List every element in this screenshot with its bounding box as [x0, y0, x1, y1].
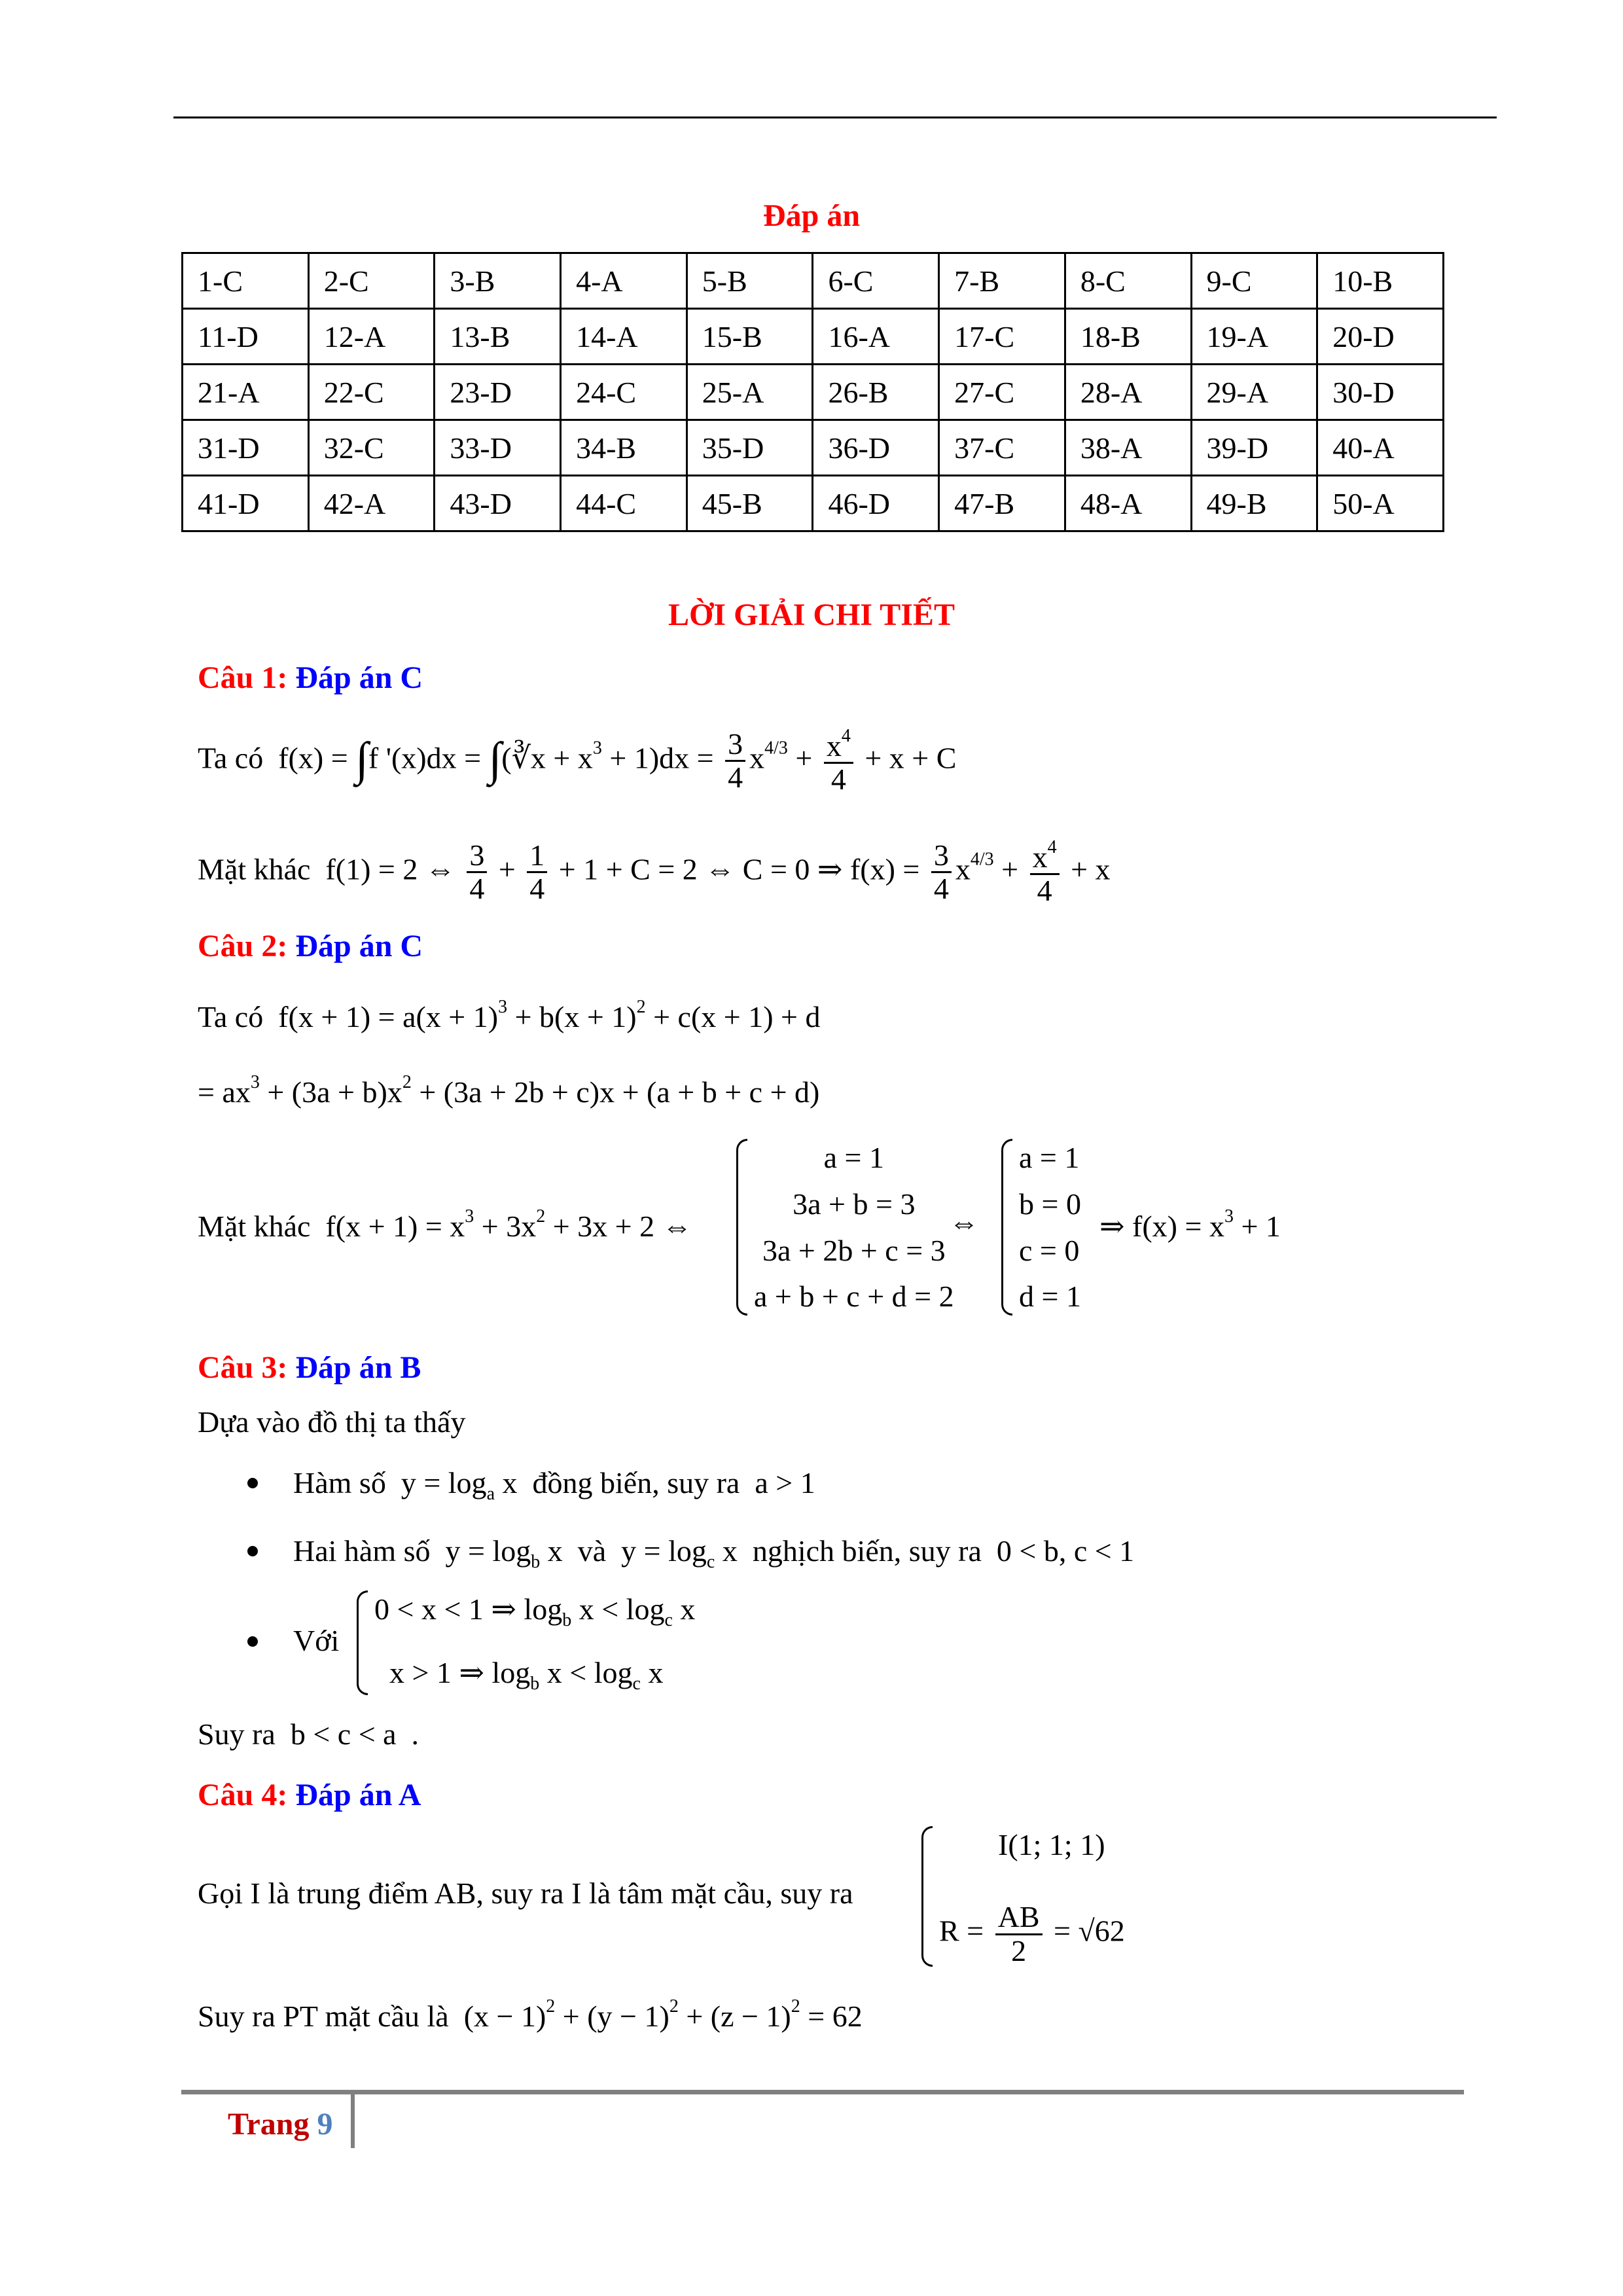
- q1-line2: Mặt khác f(1) = 2 ⇔ $\frac{3}{4}$ + $\frac{1}{4}$ + 1 + C = 2 ⇔ C = 0 ⇒ f(x) = $\frac{3}{4}$ $x^{4/3}$ + $\frac{x^4}{4}$ + x: [198, 837, 1111, 908]
- answer-cell: 49-B: [1191, 476, 1317, 531]
- equation-row: c = 0: [1019, 1233, 1080, 1267]
- answer-cell: 31-D: [183, 420, 309, 476]
- answer-cell: 42-A: [308, 476, 435, 531]
- equation-row: a = 1: [1019, 1141, 1080, 1174]
- answer-cell: 18-B: [1065, 309, 1191, 365]
- q2-system1: [736, 1139, 954, 1316]
- q4-system: I(1; 1; 1) R = $\frac{AB}{2}$ = √62: [921, 1826, 1125, 1967]
- q4-line1: Gọi I là trung điểm AB, suy ra I là tâm mặt cầu, suy ra: [198, 1876, 853, 1910]
- equation-row: a = 1: [823, 1141, 884, 1174]
- answer-cell: 45-B: [687, 476, 813, 531]
- answer-cell: 8-C: [1065, 253, 1191, 309]
- answer-cell: 25-A: [687, 365, 813, 420]
- answer-row: [183, 309, 1444, 365]
- footer-rule: [181, 2090, 1464, 2094]
- q3-label: Câu 3:: [198, 1350, 288, 1385]
- answer-cell: 17-C: [939, 309, 1065, 365]
- q2-heading: [198, 928, 423, 964]
- q4-heading: [198, 1777, 421, 1813]
- answer-cell: 28-A: [1065, 365, 1191, 420]
- bullet-icon: [247, 1546, 258, 1556]
- answer-cell: 21-A: [183, 365, 309, 420]
- answer-cell: 38-A: [1065, 420, 1191, 476]
- answer-cell: 26-B: [813, 365, 939, 420]
- q4-line2: Suy ra PT mặt cầu là $(x - 1)^2 + (y - 1)^2 + (z - 1)^2 = 62$: [198, 1996, 863, 2033]
- answer-cell: 35-D: [687, 420, 813, 476]
- answer-cell: 47-B: [939, 476, 1065, 531]
- q2-result: ⇒ $f(x) = x^3 + 1$: [1099, 1206, 1281, 1243]
- answer-cell: 13-B: [435, 309, 561, 365]
- equation-row: d = 1: [1019, 1280, 1081, 1314]
- answer-cell: 41-D: [183, 476, 309, 531]
- answer-cell: 1-C: [183, 253, 309, 309]
- q3-heading: [198, 1350, 421, 1386]
- q2-answer: Đáp án C: [295, 929, 423, 963]
- equation-row: a + b + c + d = 2: [754, 1280, 954, 1314]
- answer-cell: 43-D: [435, 476, 561, 531]
- answer-row: [183, 476, 1444, 531]
- answer-key-table: [181, 252, 1444, 532]
- answer-cell: 27-C: [939, 365, 1065, 420]
- answer-cell: 30-D: [1317, 365, 1444, 420]
- answer-cell: 3-B: [435, 253, 561, 309]
- answer-row: [183, 365, 1444, 420]
- answer-cell: 6-C: [813, 253, 939, 309]
- answer-cell: 48-A: [1065, 476, 1191, 531]
- q1-answer: Đáp án C: [295, 660, 423, 695]
- answer-cell: 34-B: [561, 420, 687, 476]
- q1-heading: [198, 660, 423, 696]
- answer-cell: 12-A: [308, 309, 435, 365]
- q2-equiv: ⇔: [949, 1206, 979, 1239]
- answer-cell: 36-D: [813, 420, 939, 476]
- answer-cell: 14-A: [561, 309, 687, 365]
- answer-cell: 37-C: [939, 420, 1065, 476]
- answer-cell: 2-C: [308, 253, 435, 309]
- q3-bullet1: Hàm số $y = \log_a x$ đồng biến, suy ra a > 1: [293, 1466, 815, 1504]
- q4-answer: Đáp án A: [295, 1778, 421, 1812]
- q2-system2: [1001, 1139, 1081, 1316]
- q3-system: 0 < x < 1 ⇒ $\log_b x < \log_c x$ x > 1 ⇒ $\log_b x < \log_c x$: [357, 1590, 695, 1695]
- answer-cell: 10-B: [1317, 253, 1444, 309]
- equation-row: 3a + b = 3: [793, 1187, 916, 1221]
- equation-row: b = 0: [1019, 1187, 1081, 1221]
- q3-conclusion: Suy ra b < c < a .: [198, 1717, 419, 1751]
- answer-cell: 29-A: [1191, 365, 1317, 420]
- q1-label: Câu 1:: [198, 660, 288, 695]
- answer-cell: 40-A: [1317, 420, 1444, 476]
- answer-cell: 9-C: [1191, 253, 1317, 309]
- answer-cell: 15-B: [687, 309, 813, 365]
- page-number: 9: [317, 2107, 333, 2142]
- answer-cell: 39-D: [1191, 420, 1317, 476]
- q1-line1: Ta có f(x) = ∫f '(x)dx = ∫(∛x + $x^3 + 1)dx$ = $\frac{3}{4}$ $x^{4/3}$ + $\frac{x^4}{4}$ + x + C: [198, 726, 957, 797]
- answer-cell: 46-D: [813, 476, 939, 531]
- answer-cell: 4-A: [561, 253, 687, 309]
- footer-divider: [351, 2092, 355, 2148]
- q2-line1: Ta có $f(x + 1) = a(x + 1)^3 + b(x + 1)^2 + c(x + 1) + d$: [198, 997, 821, 1033]
- answer-cell: 23-D: [435, 365, 561, 420]
- q4-label: Câu 4:: [198, 1778, 288, 1812]
- bullet-icon: [247, 1478, 258, 1488]
- footer-label: Trang: [228, 2107, 310, 2142]
- answer-cell: 32-C: [308, 420, 435, 476]
- answer-cell: 44-C: [561, 476, 687, 531]
- answer-cell: 19-A: [1191, 309, 1317, 365]
- q2-line2: = $ax^3 + (3a + b)x^2 + (3a + 2b + c)x + (a + b + c + d)$: [198, 1072, 820, 1109]
- answer-cell: 50-A: [1317, 476, 1444, 531]
- page-footer: [228, 2106, 332, 2142]
- q3-bullet3: Với: [293, 1624, 340, 1657]
- q3-answer: Đáp án B: [295, 1350, 421, 1385]
- answer-cell: 7-B: [939, 253, 1065, 309]
- answers-title: Đáp án: [762, 198, 861, 233]
- answer-cell: 33-D: [435, 420, 561, 476]
- answer-cell: 5-B: [687, 253, 813, 309]
- q2-line3: Mặt khác $f(x + 1) = x^3 + 3x^2 + 3x + 2$ ⇔: [198, 1206, 692, 1243]
- answer-cell: 22-C: [308, 365, 435, 420]
- answer-row: [183, 420, 1444, 476]
- solutions-title: LỜI GIẢI CHI TIẾT: [668, 598, 955, 632]
- header-rule: [173, 117, 1497, 118]
- equation-row: 3a + 2b + c = 3: [762, 1233, 946, 1267]
- answer-cell: 16-A: [813, 309, 939, 365]
- bullet-icon: [247, 1636, 258, 1647]
- q3-intro: Dựa vào đồ thị ta thấy: [198, 1405, 466, 1439]
- answer-cell: 11-D: [183, 309, 309, 365]
- q2-label: Câu 2:: [198, 929, 288, 963]
- answer-row: [183, 253, 1444, 309]
- q3-bullet2: Hai hàm số $y = \log_b x$ và $y = \log_c x$ nghịch biến, suy ra 0 < b, c < 1: [293, 1534, 1135, 1572]
- answer-cell: 20-D: [1317, 309, 1444, 365]
- answer-cell: 24-C: [561, 365, 687, 420]
